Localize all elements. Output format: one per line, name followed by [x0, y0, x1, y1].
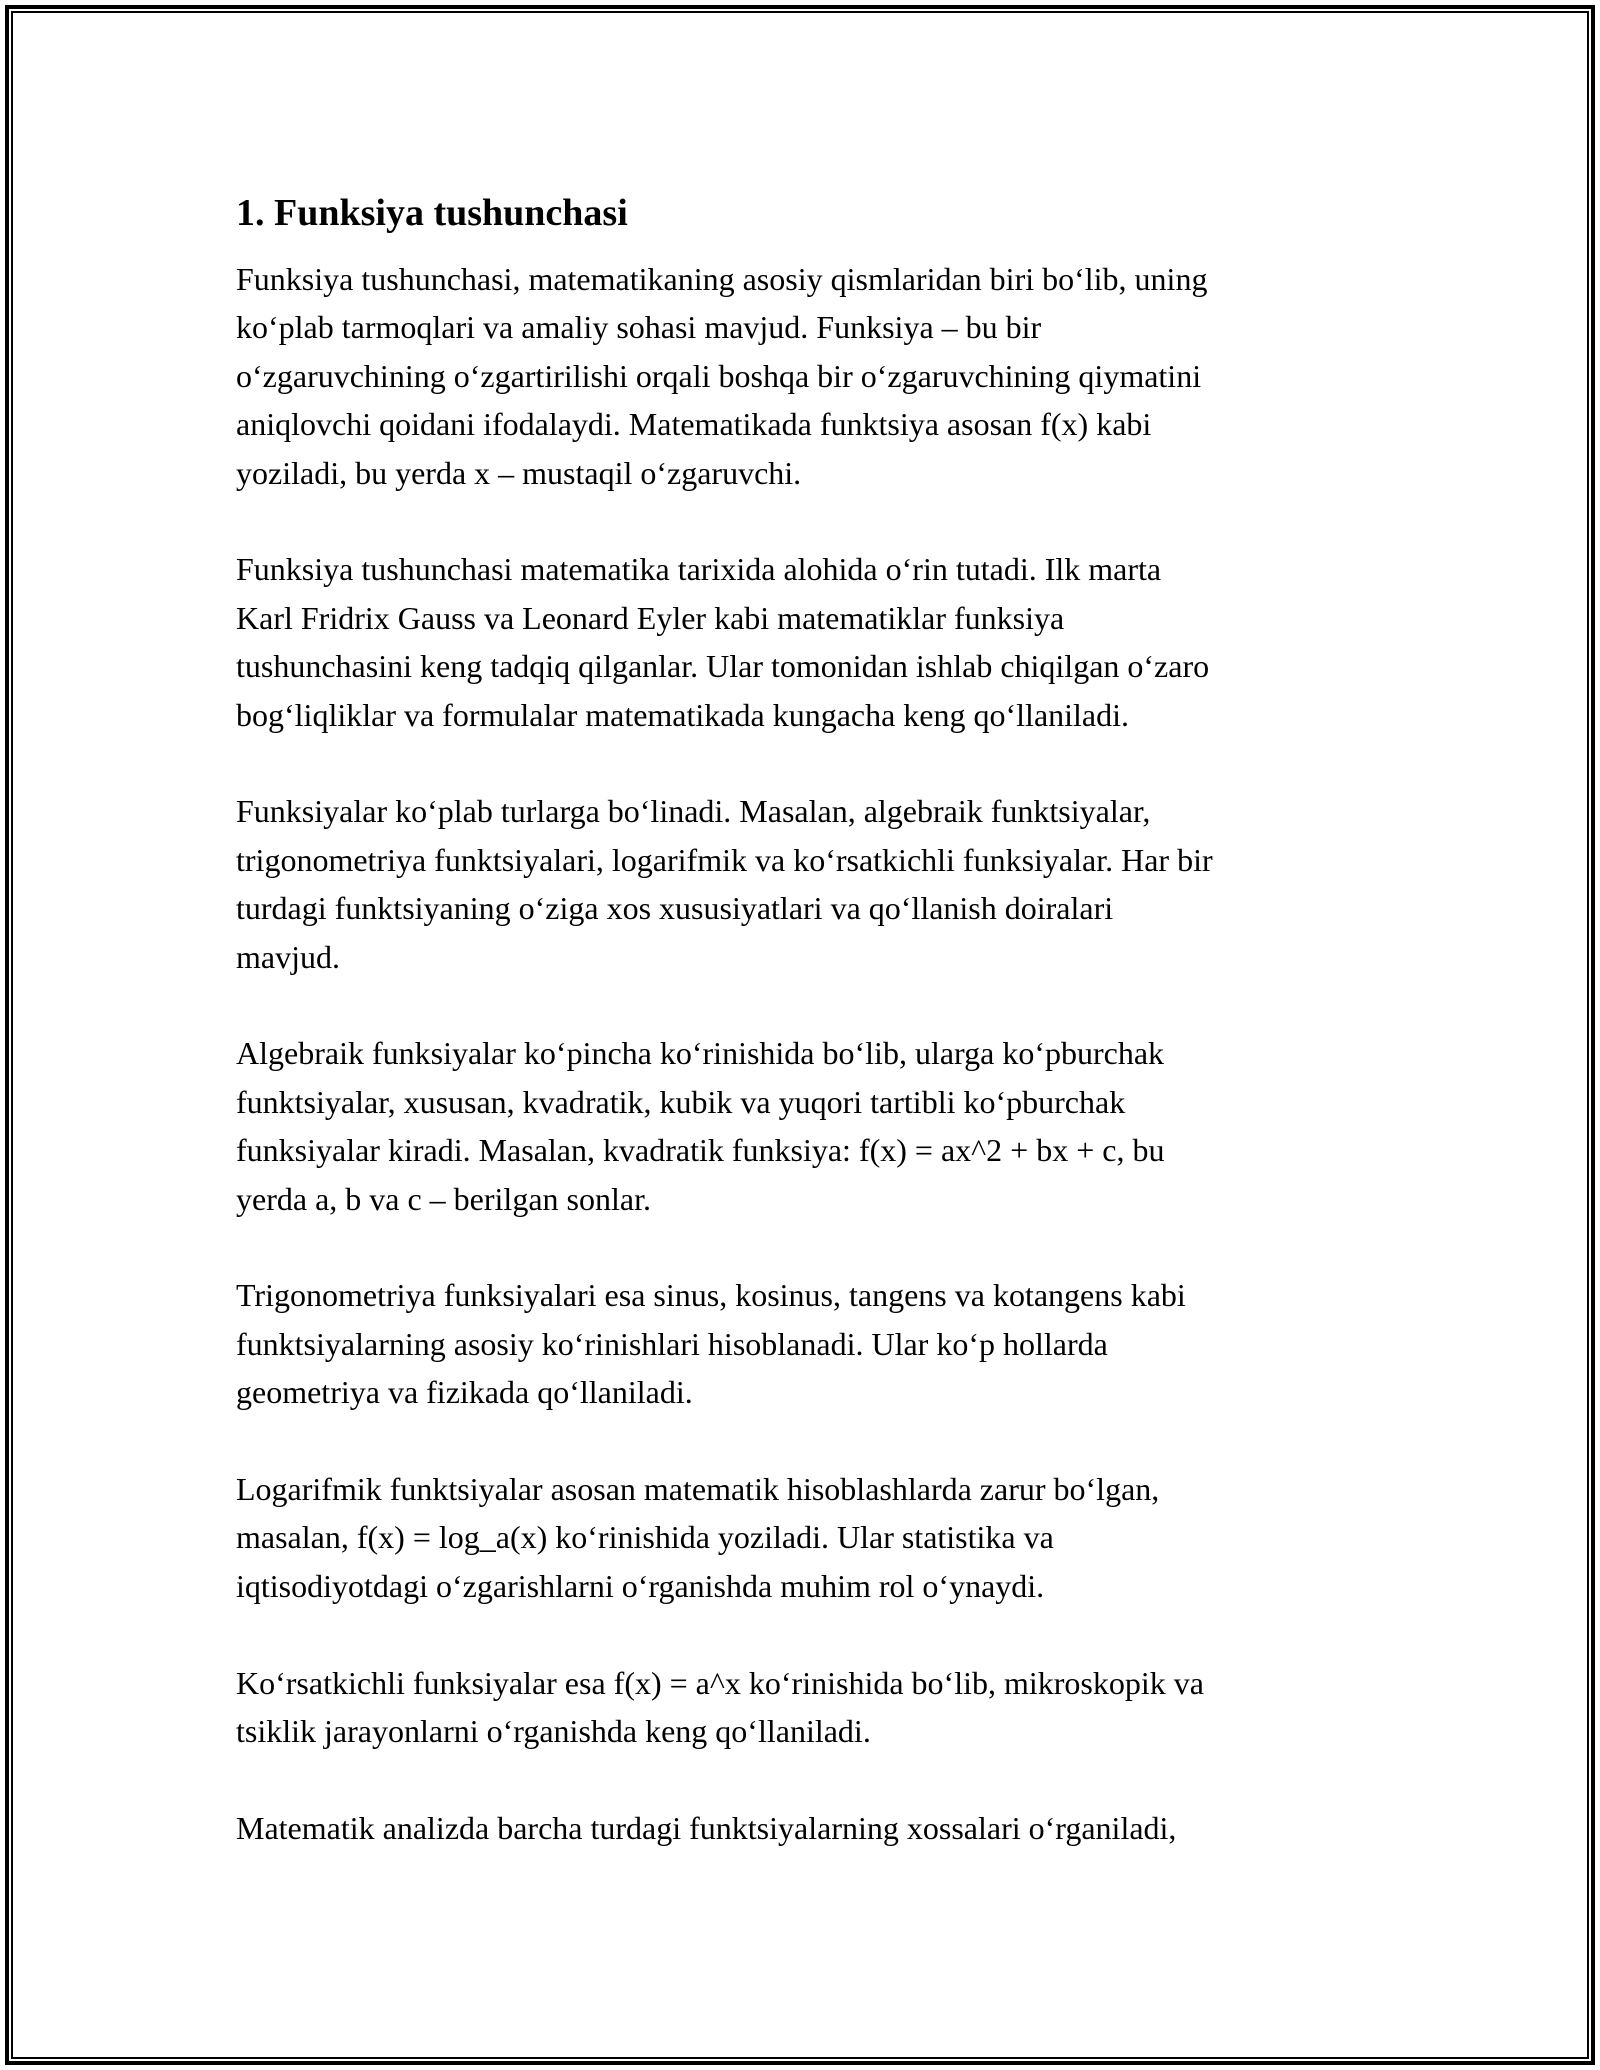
text-line: masalan, f(x) = log_a(x) ko‘rinishida yoziladi. Ular statistika va — [236, 1519, 1054, 1556]
document-body — [236, 189, 1366, 1901]
text-line: funksiyalar kiradi. Masalan, kvadratik funksiya: f(x) = ax^2 + bx + c, bu — [236, 1132, 1165, 1169]
paragraph-analysis — [236, 1804, 1366, 1852]
text-line: Funksiyalar ko‘plab turlarga bo‘linadi. Masalan, algebraik funktsiyalar, — [236, 793, 1151, 830]
text-line: geometriya va fizikada qo‘llaniladi. — [236, 1374, 693, 1411]
text-line: yerda a, b va c – berilgan sonlar. — [236, 1180, 651, 1217]
text-line: yoziladi, bu yerda x – mustaqil o‘zgaruvchi. — [236, 454, 802, 491]
paragraph-types — [236, 787, 1366, 981]
text-line: Trigonometriya funksiyalari esa sinus, kosinus, tangens va kotangens kabi — [236, 1277, 1186, 1314]
text-line: turdagi funktsiyaning o‘ziga xos xususiyatlari va qo‘llanish doiralari — [236, 890, 1114, 927]
text-line: trigonometriya funktsiyalari, logarifmik va ko‘rsatkichli funksiyalar. Har bir — [236, 841, 1213, 878]
section-heading: 1. Funksiya tushunchasi — [236, 192, 628, 234]
text-line: Funksiya tushunchasi, matematikaning asosiy qismlaridan biri bo‘lib, uning — [236, 261, 1208, 297]
text-line: Algebraik funksiyalar ko‘pincha ko‘rinishida bo‘lib, ularga ko‘pburchak — [236, 1035, 1165, 1072]
paragraph-logarithmic — [236, 1465, 1366, 1610]
paragraph-exponential — [236, 1659, 1366, 1756]
paragraph-algebraic — [236, 1029, 1366, 1223]
text-line: tsiklik jarayonlarni o‘rganishda keng qo‘llaniladi. — [236, 1713, 871, 1750]
text-line: o‘zgaruvchining o‘zgartirilishi orqali boshqa bir o‘zgaruvchining qiymatini — [236, 357, 1202, 394]
text-line: funktsiyalar, xususan, kvadratik, kubik va yuqori tartibli ko‘pburchak — [236, 1083, 1126, 1120]
text-line: Funksiya tushunchasi matematika tarixida alohida o‘rin tutadi. Ilk marta — [236, 551, 1162, 588]
text-line: Matematik analizda barcha turdagi funktsiyalarning xossalari o‘rganiladi, — [236, 1809, 1177, 1846]
text-line: iqtisodiyotdagi o‘zgarishlarni o‘rganishda muhim rol o‘ynaydi. — [236, 1567, 1045, 1604]
paragraph-history — [236, 545, 1366, 739]
text-line: mavjud. — [236, 938, 340, 975]
text-line: ko‘plab tarmoqlari va amaliy sohasi mavjud. Funksiya – bu bir — [236, 309, 1042, 346]
text-line: tushunchasini keng tadqiq qilganlar. Ular tomonidan ishlab chiqilgan o‘zaro — [236, 648, 1210, 685]
paragraph-trigonometric — [236, 1271, 1366, 1416]
text-line: bog‘liqliklar va formulalar matematikada kungacha keng qo‘llaniladi. — [236, 696, 1130, 733]
paragraph-definition — [236, 255, 1366, 497]
text-line: Logarifmik funktsiyalar asosan matematik hisoblashlarda zarur bo‘lgan, — [236, 1471, 1160, 1508]
text-line: Karl Fridrix Gauss va Leonard Eyler kabi matematiklar funksiya — [236, 599, 1065, 636]
text-line: aniqlovchi qoidani ifodalaydi. Matematikada funktsiya asosan f(x) kabi — [236, 406, 1152, 443]
text-line: Ko‘rsatkichli funksiyalar esa f(x) = a^x ko‘rinishida bo‘lib, mikroskopik va — [236, 1664, 1204, 1701]
text-line: funktsiyalarning asosiy ko‘rinishlari hisoblanadi. Ular ko‘p hollarda — [236, 1325, 1108, 1362]
